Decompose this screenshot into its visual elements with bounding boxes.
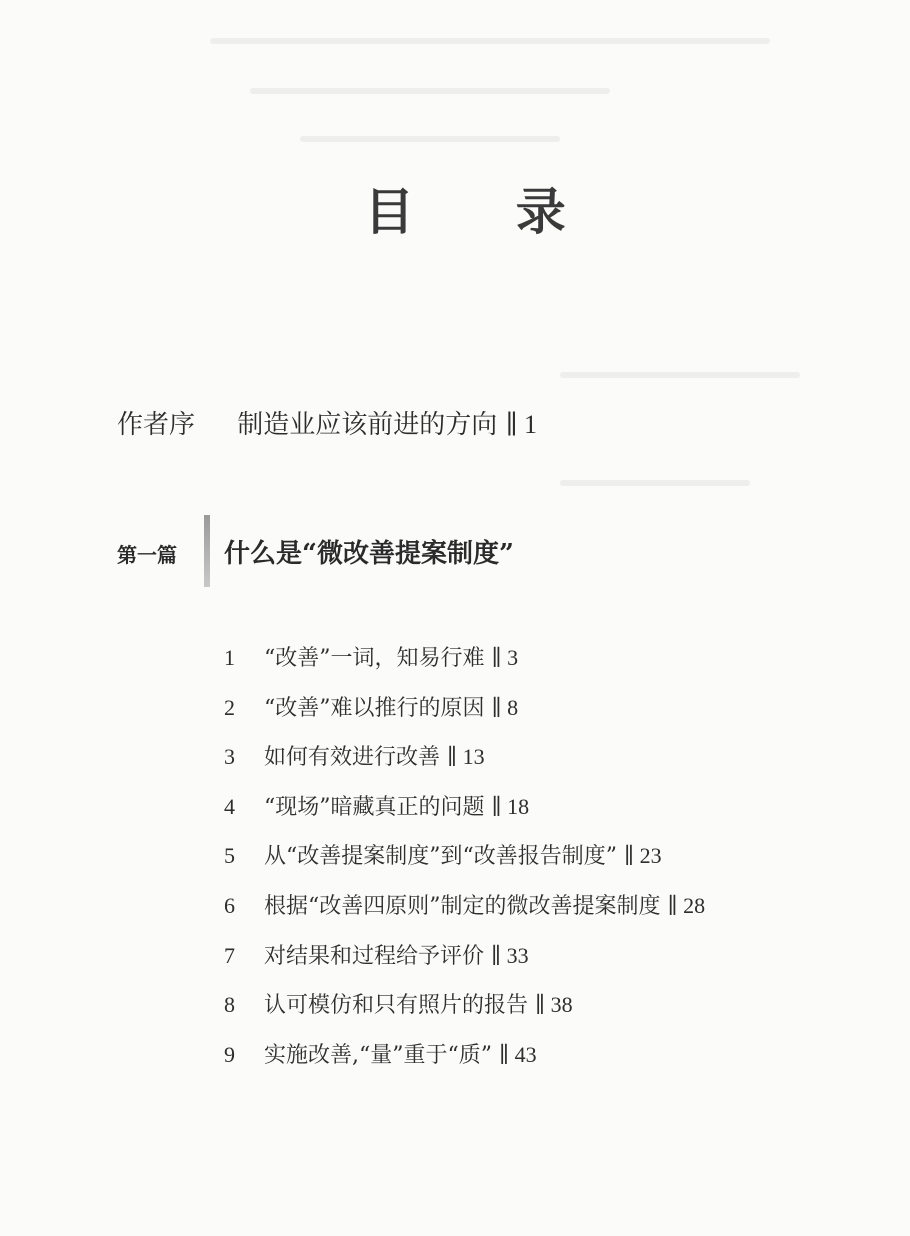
toc-entry[interactable]: [224, 888, 705, 938]
entry-number: 9: [224, 1041, 235, 1067]
entry-number: 5: [224, 843, 235, 869]
entry-page-ref: ∥ 38: [535, 992, 573, 1018]
entry-title: 从“改善提案制度”到“改善报告制度”: [264, 844, 617, 870]
part-title: 什么是“微改善提案制度”: [224, 539, 514, 569]
entry-number: 4: [224, 793, 235, 819]
entry-page-ref: ∥ 43: [498, 1041, 537, 1067]
toc-entry[interactable]: [224, 739, 705, 789]
entry-title: 根据“改善四原则”制定的微改善提案制度: [264, 893, 661, 919]
entry-title: 实施改善,“量”重于“质”: [264, 1042, 492, 1068]
entry-page-ref: ∥ 28: [667, 892, 706, 918]
entry-page-ref: ∥ 3: [491, 645, 519, 670]
toc-entry-preface[interactable]: [117, 404, 537, 441]
entry-page-ref: ∥ 8: [491, 694, 519, 720]
entry-page-ref: ∥ 18: [491, 793, 530, 819]
toc-entry[interactable]: [224, 690, 705, 740]
bleed-through-line: [560, 480, 750, 486]
entry-title: 如何有效进行改善: [264, 745, 441, 771]
entry-number: 8: [224, 992, 235, 1018]
entry-page-ref: ∥ 33: [491, 942, 529, 968]
entry-number: 3: [224, 744, 235, 770]
entry-title: “改善”难以推行的原因: [264, 695, 485, 721]
entry-page-ref: ∥ 13: [447, 744, 485, 770]
toc-entry[interactable]: [224, 938, 705, 988]
entry-number: 6: [224, 892, 235, 918]
part-divider-bar: [204, 515, 210, 587]
toc-entry[interactable]: [224, 789, 705, 839]
entry-title: 认可模仿和只有照片的报告: [264, 993, 529, 1019]
entry-number: 1: [224, 645, 235, 670]
bleed-through-line: [210, 38, 770, 44]
preface-title: 制造业应该前进的方向: [237, 410, 498, 440]
page-title: 目 录: [364, 182, 608, 241]
toc-entry[interactable]: [224, 1037, 705, 1087]
entry-title: “现场”暗藏真正的问题: [264, 794, 485, 820]
toc-entry[interactable]: [224, 987, 705, 1037]
preface-label: 作者序: [117, 410, 196, 440]
bleed-through-line: [250, 88, 610, 94]
bleed-through-line: [560, 372, 800, 378]
part-label: 第一篇: [117, 543, 177, 567]
toc-entry[interactable]: [224, 640, 705, 690]
toc-entry[interactable]: [224, 838, 705, 888]
toc-list: [224, 640, 705, 1086]
entry-title: 对结果和过程给予评价: [264, 943, 485, 969]
preface-page-ref: ∥ 1: [505, 410, 538, 439]
entry-number: 7: [224, 942, 235, 968]
entry-page-ref: ∥ 23: [624, 843, 662, 869]
entry-number: 2: [224, 694, 235, 720]
bleed-through-line: [300, 136, 560, 142]
entry-title: “改善”一词，知易行难: [264, 646, 485, 671]
